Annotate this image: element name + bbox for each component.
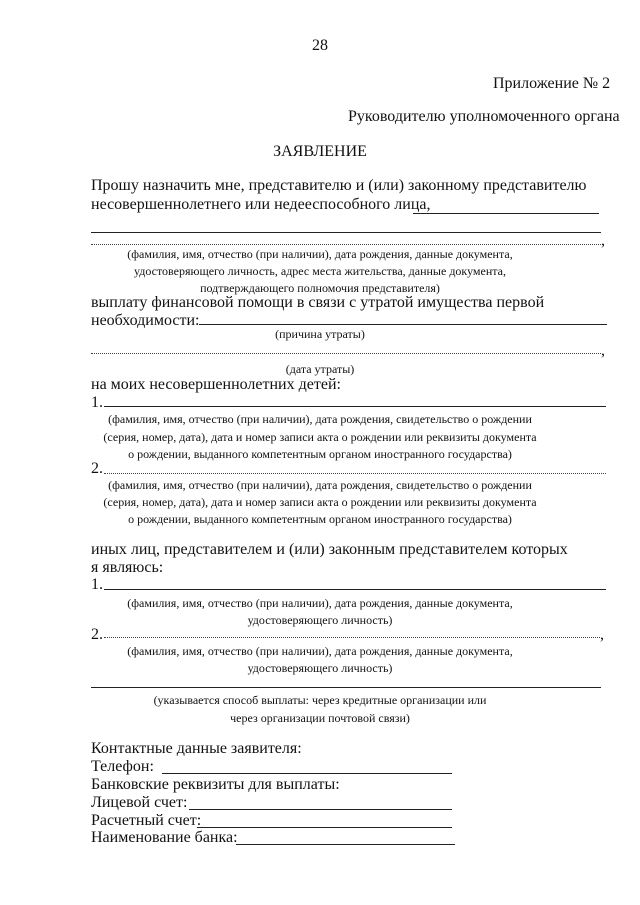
bank-name-label: Наименование банка:	[91, 829, 238, 846]
document-title: ЗАЯВЛЕНИЕ	[273, 143, 367, 160]
personal-account-label: Лицевой счет:	[91, 794, 188, 811]
child-2-hint-3: о рождении, выданного компетентным органом иностранного государства)	[128, 512, 512, 526]
page-number: 28	[312, 37, 328, 54]
personal-account-field[interactable]	[189, 809, 452, 810]
child-2-hint-2: (серия, номер, дата), дата и номер записи акта о рождении или реквизиты документа	[103, 495, 537, 509]
loss-reason-field[interactable]	[199, 324, 456, 325]
other-1-hint-2: удостоверяющего личность)	[247, 613, 393, 627]
other-2-hint-1: (фамилия, имя, отчество (при наличии), дата рождения, данные документа,	[127, 644, 513, 658]
addressee: Руководителю уполномоченного органа	[348, 108, 620, 125]
others-line-1: иных лиц, представителем и (или) законным представителем которых	[91, 541, 568, 558]
other-2-hint-2: удостоверяющего личность)	[247, 661, 393, 675]
applicant-field-3[interactable]	[91, 244, 601, 245]
child-1-field[interactable]	[104, 406, 606, 407]
date-hint: (дата утраты)	[285, 362, 355, 376]
method-hint-1: (указывается способ выплаты: через кредитные организации или	[153, 693, 487, 707]
bank-details-label: Банковские реквизиты для выплаты:	[91, 776, 340, 793]
phone-label: Телефон:	[91, 758, 154, 775]
other-1-number: 1.	[91, 576, 103, 593]
loss-reason-field-2[interactable]	[456, 324, 607, 325]
children-label: на моих несовершеннолетних детей:	[91, 376, 341, 393]
applicant-hint-2: удостоверяющего личность, адрес места жительства, данные документа,	[134, 264, 506, 278]
other-1-hint-1: (фамилия, имя, отчество (при наличии), дата рождения, данные документа,	[127, 596, 513, 610]
others-line-2: я являюсь:	[91, 559, 164, 576]
child-2-number: 2.	[91, 460, 103, 477]
child-2-hint-1: (фамилия, имя, отчество (при наличии), дата рождения, свидетельство о рождении	[108, 478, 532, 492]
intro-line-1: Прошу назначить мне, представителю и (или) законному представителю	[91, 177, 587, 194]
other-2-comma: ,	[600, 626, 604, 643]
payment-method-field[interactable]	[91, 687, 601, 688]
bank-name-field[interactable]	[236, 844, 455, 845]
other-1-field[interactable]	[104, 589, 606, 590]
other-2-number: 2.	[91, 626, 103, 643]
method-hint-2: через организации почтовой связи)	[230, 711, 410, 725]
intro-line-2: несовершеннолетнего или недееспособного лица,	[91, 196, 431, 213]
settlement-account-field[interactable]	[197, 827, 452, 828]
phone-field[interactable]	[162, 773, 452, 774]
contacts-label: Контактные данные заявителя:	[91, 740, 302, 757]
applicant-field-2[interactable]	[91, 232, 601, 233]
child-1-number: 1.	[91, 394, 103, 411]
applicant-comma: ,	[601, 232, 605, 249]
child-1-hint-2: (серия, номер, дата), дата и номер записи акта о рождении или реквизиты документа	[103, 430, 537, 444]
payment-line-2: необходимости:	[91, 312, 200, 329]
payment-line-1: выплату финансовой помощи в связи с утратой имущества первой	[91, 294, 545, 311]
appendix-label: Приложение № 2	[493, 75, 611, 92]
settlement-account-label: Расчетный счет:	[91, 812, 202, 829]
loss-date-field[interactable]	[91, 353, 601, 354]
child-1-hint-3: о рождении, выданного компетентным органом иностранного государства)	[128, 447, 512, 461]
applicant-hint-1: (фамилия, имя, отчество (при наличии), дата рождения, данные документа,	[127, 247, 513, 261]
child-1-hint-1: (фамилия, имя, отчество (при наличии), дата рождения, свидетельство о рождении	[108, 412, 532, 426]
date-comma: ,	[601, 342, 605, 359]
applicant-hint-3: подтверждающего полномочия представителя)	[200, 281, 440, 295]
applicant-field-1[interactable]	[413, 213, 599, 214]
other-2-field[interactable]	[104, 637, 600, 638]
child-2-field[interactable]	[104, 473, 606, 474]
reason-hint: (причина утраты)	[275, 327, 365, 341]
